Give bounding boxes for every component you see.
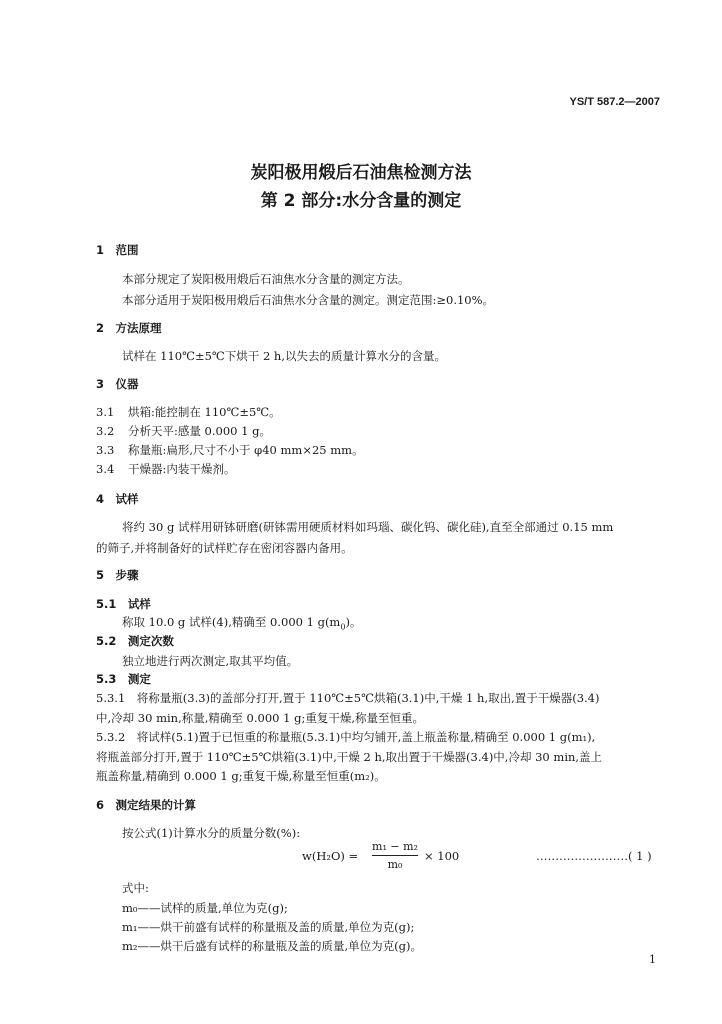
instrument-3-1-number: 3.1 [96, 405, 115, 419]
instrument-3-2-number: 3.2 [96, 424, 115, 438]
formula-equation-number: ……………………( 1 ) [536, 849, 652, 863]
subsection-5-2-heading: 5.2 测定次数 [96, 634, 174, 648]
subsection-5-1-heading: 5.1 试样 [96, 597, 151, 611]
definition-m1: m₁——烘干前盛有试样的称量瓶及盖的质量,单位为克(g); [122, 920, 415, 934]
step-5-3-2-line-3: 瓶盖称量,精确到 0.000 1 g;重复干燥,称量至恒重(m₂)。 [96, 769, 386, 783]
section-6-intro: 按公式(1)计算水分的质量分数(%): [122, 826, 301, 840]
subsection-5-2-text: 独立地进行两次测定,取其平均值。 [122, 654, 299, 668]
instrument-3-4-number: 3.4 [96, 462, 115, 476]
subscript-m0: 0 [340, 622, 346, 632]
subsection-5-3-heading: 5.3 测定 [96, 672, 151, 686]
section-1-heading: 1 范围 [96, 243, 139, 257]
where-label: 式中: [122, 881, 149, 895]
step-5-3-1-line-2: 中,冷却 30 min,称量,精确至 0.000 1 g;重复干燥,称量至恒重。 [96, 711, 424, 725]
section-1-para-1: 本部分规定了炭阳极用煅后石油焦水分含量的测定方法。 [122, 272, 410, 286]
instrument-3-1 [96, 404, 281, 420]
step-5-3-2-line-2: 将瓶盖部分打开,置于 110℃±5℃烘箱(3.1)中,干燥 2 h,取出置于干燥器(3.4)中,冷却 30 min,盖上 [96, 750, 603, 764]
formula-lhs: w(H₂O) = [302, 849, 359, 863]
instrument-3-3 [96, 442, 364, 458]
page-number: 1 [649, 953, 656, 966]
subsection-5-1-text [122, 614, 361, 631]
step-5-3-1-line-1: 5.3.1 将称量瓶(3.3)的盖部分打开,置于 110℃±5℃烘箱(3.1)中,干燥 1 h,取出,置于干燥器(3.4) [96, 691, 600, 705]
definition-m0: m₀——试样的质量,单位为克(g); [122, 901, 288, 915]
instrument-3-2-text: 分析天平:感量 0.000 1 g。 [128, 424, 271, 438]
definition-m2: m₂——烘干后盛有试样的称量瓶及盖的质量,单位为克(g)。 [122, 939, 423, 953]
instrument-3-4-text: 干燥器:内装干燥剂。 [128, 462, 236, 476]
title-line-1: 炭阳极用煅后石油焦检测方法 [250, 163, 472, 183]
title-line-2: 第 2 部分:水分含量的测定 [260, 191, 462, 211]
formula-rhs: × 100 [424, 849, 460, 863]
section-1-para-2: 本部分适用于炭阳极用煅后石油焦水分含量的测定。测定范围:≥0.10%。 [122, 293, 495, 307]
instrument-3-1-text: 烘箱:能控制在 110℃±5℃。 [128, 405, 281, 419]
standard-number: YS/T 587.2—2007 [569, 96, 660, 108]
section-6-heading: 6 测定结果的计算 [96, 798, 197, 812]
section-5-heading: 5 步骤 [96, 568, 139, 582]
formula-1 [0, 840, 722, 876]
section-4-heading: 4 试样 [96, 492, 139, 506]
fraction-bar [372, 855, 418, 856]
formula-denominator: m₀ [387, 858, 403, 871]
formula-fraction [372, 840, 418, 871]
formula-numerator: m₁ − m₂ [372, 840, 418, 853]
section-3-heading: 3 仪器 [96, 377, 139, 391]
subsection-5-1-text-end: )。 [345, 615, 362, 629]
section-2-para-1: 试样在 110℃±5℃下烘干 2 h,以失去的质量计算水分的含量。 [122, 349, 446, 363]
instrument-3-3-text: 称量瓶:扁形,尺寸不小于 φ40 mm×25 mm。 [128, 443, 364, 457]
step-5-3-2-line-1: 5.3.2 将试样(5.1)置于已恒重的称量瓶(5.3.1)中均匀铺开,盖上瓶盖称量,精确至 0.000 1 g(m₁), [96, 730, 596, 744]
subsection-5-1-text-main: 称取 10.0 g 试样(4),精确至 0.000 1 g(m [122, 615, 341, 629]
instrument-3-2 [96, 423, 271, 439]
section-4-para-line-2: 的筛子,并将制备好的试样贮存在密闭容器内备用。 [96, 541, 353, 555]
section-2-heading: 2 方法原理 [96, 321, 162, 335]
instrument-3-3-number: 3.3 [96, 443, 115, 457]
instrument-3-4 [96, 461, 235, 477]
section-4-para-line-1: 将约 30 g 试样用研钵研磨(研钵需用硬质材料如玛瑙、碳化钨、碳化硅),直至全部通过 0.15 mm [122, 520, 614, 534]
